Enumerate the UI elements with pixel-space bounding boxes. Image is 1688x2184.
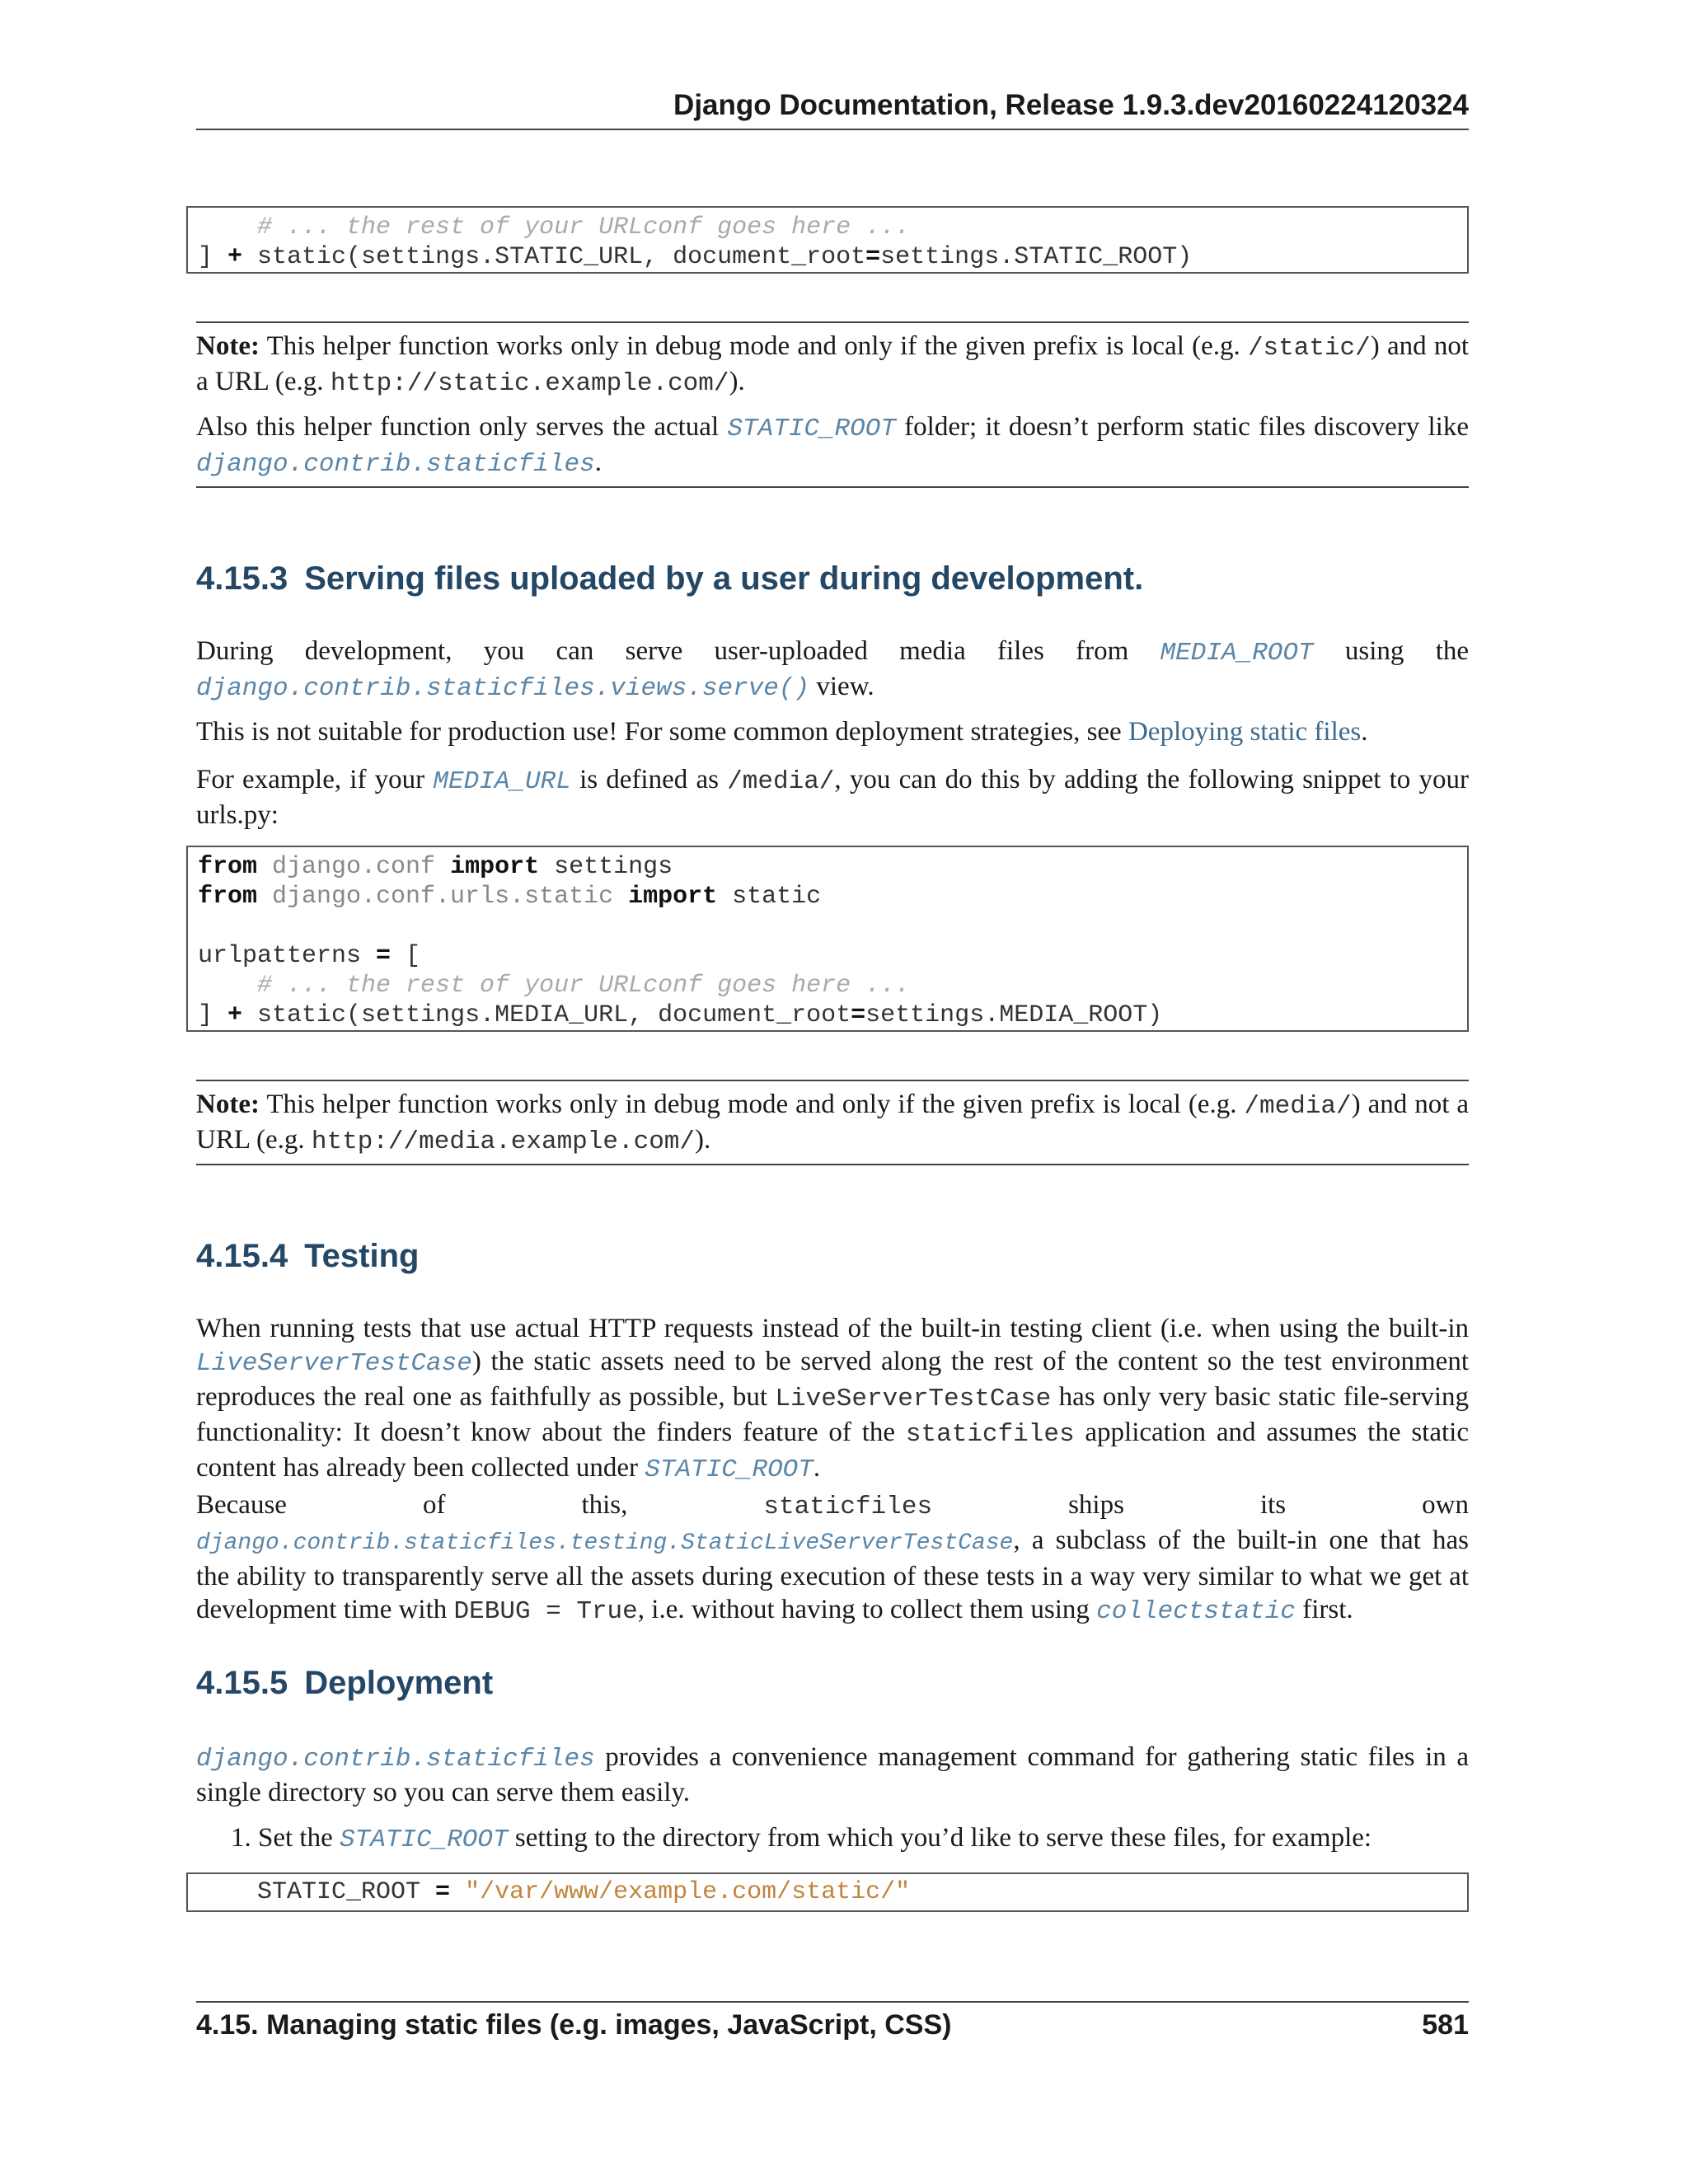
inline-code: DEBUG = True <box>453 1597 638 1626</box>
note-text: ) and not a URL (e.g. <box>196 1090 1469 1155</box>
text: setting to the directory from which you’d like to serve these files, for example: <box>508 1823 1372 1853</box>
section-number: 4.15.4 <box>196 1238 288 1274</box>
inline-code: /media/ <box>727 767 835 796</box>
text: Because of this, <box>196 1490 764 1520</box>
code-text: ] <box>198 243 228 271</box>
staticfiles-link[interactable]: django.contrib.staticfiles <box>196 450 595 479</box>
note-paragraph <box>196 1088 1469 1159</box>
deploying-static-files-link[interactable]: Deploying static files <box>1128 717 1362 747</box>
code-text: settings.STATIC_ROOT) <box>880 243 1193 271</box>
code-text: [ <box>391 942 421 970</box>
static-root-link[interactable]: STATIC_ROOT <box>339 1825 509 1854</box>
note-text: This helper function works only in debug mode and only if the given prefix is local (e.g. <box>259 331 1248 361</box>
code-text: ] <box>198 1001 228 1029</box>
text: view. <box>809 672 874 701</box>
code-keyword: from <box>198 853 258 881</box>
note-text: This helper function works only in debug mode and only if the given prefix is local (e.g. <box>259 1090 1245 1119</box>
text: is defined as <box>570 765 728 794</box>
code-operator: = <box>865 243 881 271</box>
code-string: "/var/www/example.com/static/" <box>465 1878 911 1906</box>
paragraph <box>196 635 1469 705</box>
text: application and assumes the static content has already been collected under <box>196 1418 1469 1483</box>
list-item <box>231 1821 1469 1857</box>
text: ships its own <box>932 1490 1469 1520</box>
section-title: Testing <box>304 1238 420 1274</box>
inline-code: staticfiles <box>905 1420 1075 1449</box>
code-text <box>450 1878 465 1906</box>
views-serve-link[interactable]: django.contrib.staticfiles.views.serve() <box>196 674 810 703</box>
page-number: 581 <box>1422 2009 1469 2041</box>
text: first. <box>1295 1595 1353 1624</box>
text: When running tests that use actual HTTP requests instead of the built-in testing client (i.e. when using the built-in <box>196 1314 1469 1343</box>
inline-code: /media/ <box>1244 1092 1352 1121</box>
note-label: Note: <box>196 1090 260 1119</box>
code-operator: + <box>227 243 243 271</box>
footer-section-title: 4.15. Managing static files (e.g. images, JavaScript, CSS) <box>196 2009 952 2041</box>
inline-code: LiveServerTestCase <box>775 1385 1052 1413</box>
liveservertestcase-link[interactable]: LiveServerTestCase <box>196 1349 472 1378</box>
text: ) the static assets need to be served along the rest of the content so the test environment reproduces the real one as faithfully as possible, but <box>196 1347 1469 1412</box>
note-text: . <box>594 448 602 477</box>
media-url-link[interactable]: MEDIA_URL <box>433 767 571 796</box>
code-text: settings.MEDIA_ROOT) <box>865 1001 1163 1029</box>
text: provides a convenience management command for gathering static files in a single directory so you can serve them easily. <box>196 1742 1469 1807</box>
code-text: static <box>717 883 822 911</box>
code-block-media-url <box>186 846 1469 1032</box>
code-block-static-root <box>186 1872 1469 1912</box>
note-top-rule <box>196 1080 1469 1081</box>
text: , you can do this by adding the following snippet to your urls.py: <box>196 765 1470 830</box>
text: . <box>813 1453 821 1483</box>
paragraph <box>196 1312 1469 1487</box>
code-text: static(settings.MEDIA_URL, document_root <box>242 1001 851 1029</box>
code-text: static(settings.STATIC_URL, document_root <box>242 243 866 271</box>
code-operator: = <box>376 942 392 970</box>
section-title: Deployment <box>304 1665 494 1701</box>
code-keyword: import <box>628 883 718 911</box>
paragraph <box>196 763 1469 832</box>
text: For example, if your <box>196 765 434 794</box>
note-bottom-rule <box>196 486 1469 488</box>
code-operator: + <box>227 1001 243 1029</box>
note-text: ). <box>729 367 745 396</box>
header-rule <box>196 129 1469 130</box>
text: This is not suitable for production use! For some common deployment strategies, see <box>196 717 1128 747</box>
text: has only very basic static file-serving functionality: It doesn’t know about the finders feature of the <box>196 1382 1469 1447</box>
inline-code: staticfiles <box>763 1493 933 1521</box>
code-comment: # ... the rest of your URLconf goes here ... <box>198 213 911 241</box>
section-title: Serving files uploaded by a user during development. <box>304 560 1144 597</box>
paragraph <box>196 1741 1469 1809</box>
footer-rule <box>196 2001 1469 2003</box>
inline-code: http://media.example.com/ <box>311 1127 695 1156</box>
code-text: STATIC_ROOT <box>198 1878 436 1906</box>
code-operator: = <box>851 1001 866 1029</box>
text: using the <box>1313 636 1470 666</box>
note-bottom-rule <box>196 1164 1469 1165</box>
note-paragraph <box>196 410 1469 481</box>
section-number: 4.15.3 <box>196 560 288 597</box>
static-root-link[interactable]: STATIC_ROOT <box>645 1455 814 1484</box>
code-operator: = <box>435 1878 451 1906</box>
note-text: ) and not a URL (e.g. <box>196 331 1469 396</box>
collectstatic-link[interactable]: collectstatic <box>1096 1597 1296 1626</box>
section-heading-4-15-4 <box>196 1238 419 1275</box>
static-root-link[interactable]: STATIC_ROOT <box>727 415 896 443</box>
text: , i.e. without having to collect them using <box>637 1595 1097 1624</box>
code-keyword: import <box>450 853 540 881</box>
note-paragraph <box>196 330 1469 401</box>
code-text: urlpatterns <box>198 942 377 970</box>
running-header: Django Documentation, Release 1.9.3.dev20160224120324 <box>673 89 1469 121</box>
code-text: settings <box>539 853 673 881</box>
inline-code: http://static.example.com/ <box>330 369 729 398</box>
list-number: 1. <box>231 1823 251 1853</box>
note-text: ). <box>695 1125 711 1155</box>
paragraph <box>196 1488 1469 1629</box>
note-text: folder; it doesn’t perform static files discovery like <box>895 412 1469 442</box>
text: , a subclass of the built-in one that has the ability to transparently serve all the assets during execution of these tests in a way very similar to what we get at development time with <box>196 1526 1469 1624</box>
note-label: Note: <box>196 331 260 361</box>
section-number: 4.15.5 <box>196 1665 288 1701</box>
paragraph <box>196 715 1469 748</box>
text: . <box>1361 717 1368 747</box>
note-top-rule <box>196 321 1469 323</box>
section-heading-4-15-5 <box>196 1665 493 1702</box>
text: During development, you can serve user-uploaded media files from <box>196 636 1160 666</box>
staticliveservertestcase-link[interactable]: django.contrib.staticfiles.testing.StaticLiveServerTestCase <box>196 1530 1014 1556</box>
code-module: django.conf.urls.static <box>257 883 629 911</box>
code-module: django.conf <box>257 853 451 881</box>
text: Set the <box>258 1823 340 1853</box>
code-block-static-url <box>186 206 1469 274</box>
code-comment: # ... the rest of your URLconf goes here ... <box>198 972 911 1000</box>
note-text: Also this helper function only serves the actual <box>196 412 728 442</box>
staticfiles-link[interactable]: django.contrib.staticfiles <box>196 1745 595 1774</box>
inline-code: /static/ <box>1247 334 1371 363</box>
code-keyword: from <box>198 883 258 911</box>
media-root-link[interactable]: MEDIA_ROOT <box>1160 639 1314 668</box>
section-heading-4-15-3 <box>196 560 1143 598</box>
